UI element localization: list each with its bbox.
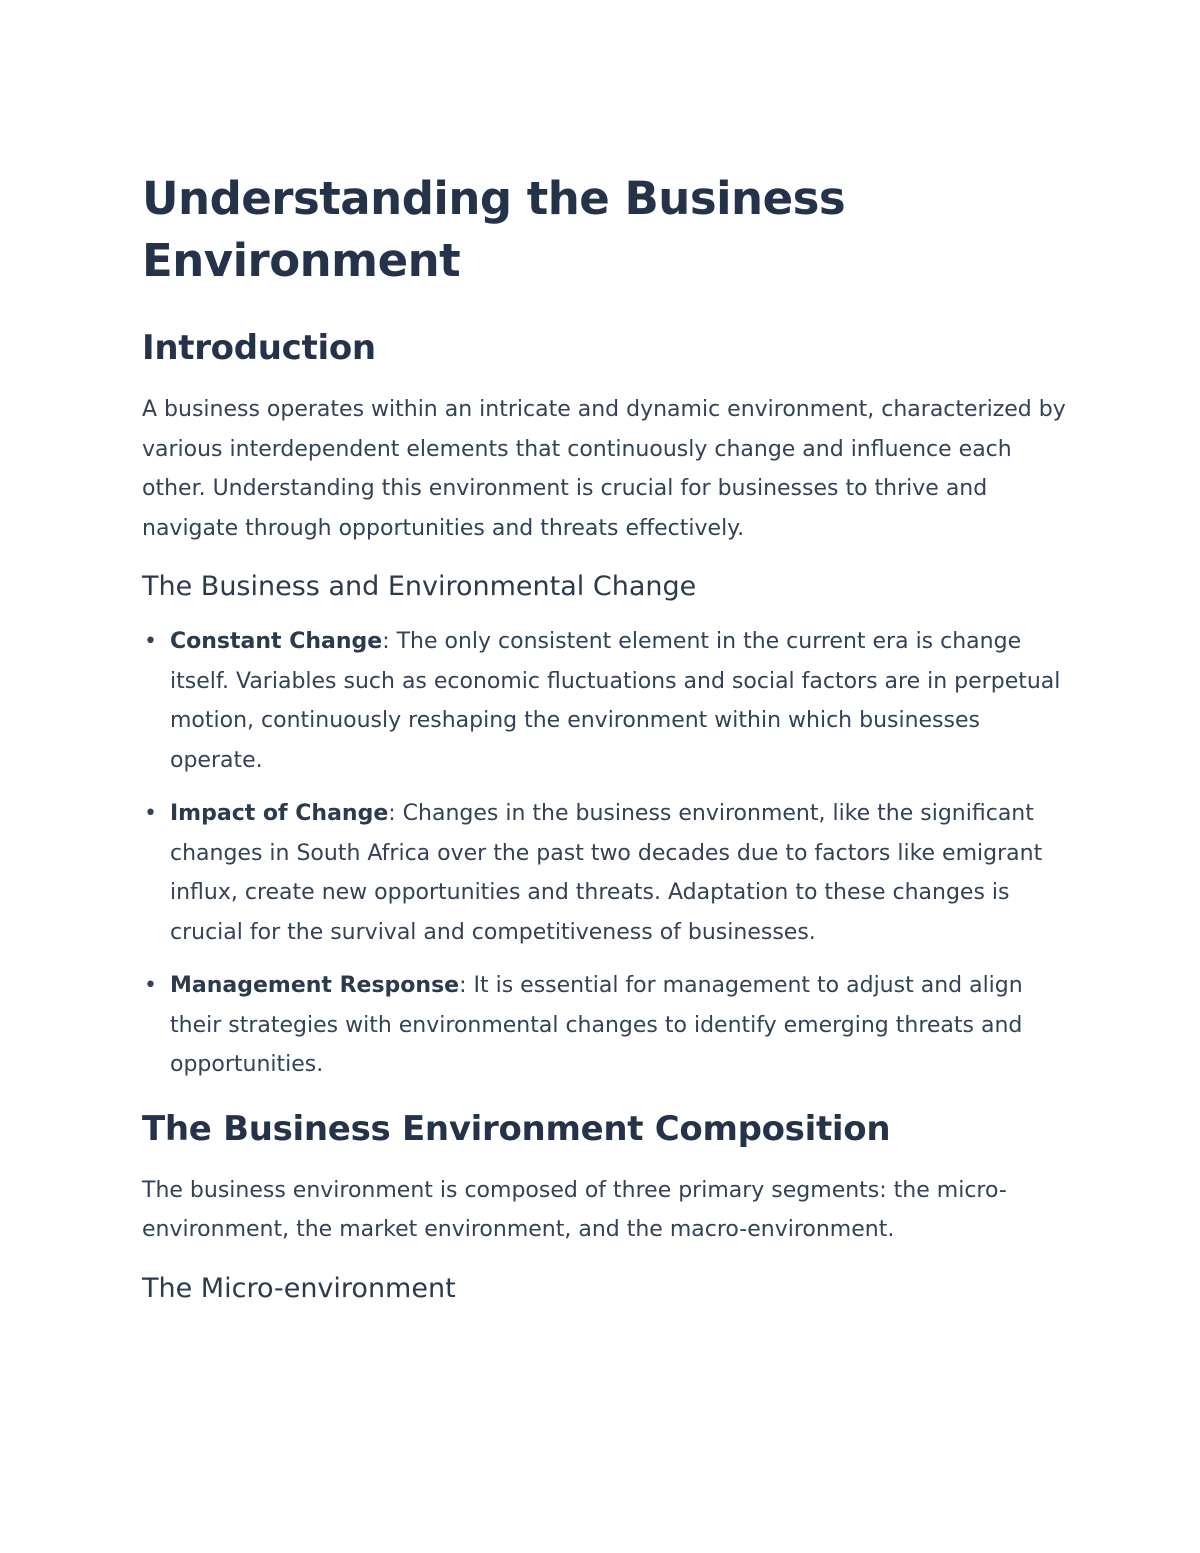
composition-heading: The Business Environment Composition bbox=[142, 1108, 891, 1149]
list-item-term: Impact of Change bbox=[170, 801, 389, 826]
composition-paragraph: The business environment is composed of three primary segments: the micro-environment, the market environment, and the macro-environment. bbox=[142, 1177, 1007, 1242]
bullet-icon: • bbox=[144, 801, 157, 826]
list-item bbox=[142, 794, 1072, 952]
list-item bbox=[142, 966, 1072, 1085]
list-item bbox=[142, 622, 1072, 780]
introduction-paragraph: A business operates within an intricate and dynamic environment, characterized by various interdependent elements that continuously change and influence each other. Understanding this environment is crucial for businesses to thrive and navigate through opportunities and threats effectively. bbox=[142, 397, 1066, 541]
bullet-icon: • bbox=[144, 973, 157, 998]
environmental-change-list bbox=[142, 622, 1072, 1085]
micro-environment-heading: The Micro-environment bbox=[142, 1272, 456, 1304]
list-item-text: : It is essential for management to adjust and align their strategies with environmental changes to identify emerging threats and opportunities. bbox=[170, 973, 1023, 1077]
introduction-section bbox=[142, 326, 1072, 1085]
composition-section bbox=[142, 1107, 1072, 1308]
introduction-heading: Introduction bbox=[142, 328, 376, 368]
environmental-change-heading: The Business and Environmental Change bbox=[142, 571, 697, 602]
list-item-text: : Changes in the business environment, like the significant changes in South Africa over the past two decades due to factors like emigrant influx, create new opportunities and threats. Adaptation to these changes is crucial for the survival and competitiveness of businesses. bbox=[170, 801, 1043, 945]
list-item-term: Constant Change bbox=[170, 629, 383, 654]
bullet-icon: • bbox=[144, 629, 157, 654]
list-item-text: : The only consistent element in the current era is change itself. Variables such as economic fluctuations and social factors are in perpetual motion, continuously reshaping the environment within which businesses operate. bbox=[170, 629, 1061, 773]
document-page bbox=[142, 168, 1072, 1324]
document-title: Understanding the Business Environment bbox=[142, 172, 846, 287]
list-item-term: Management Response bbox=[170, 973, 460, 998]
